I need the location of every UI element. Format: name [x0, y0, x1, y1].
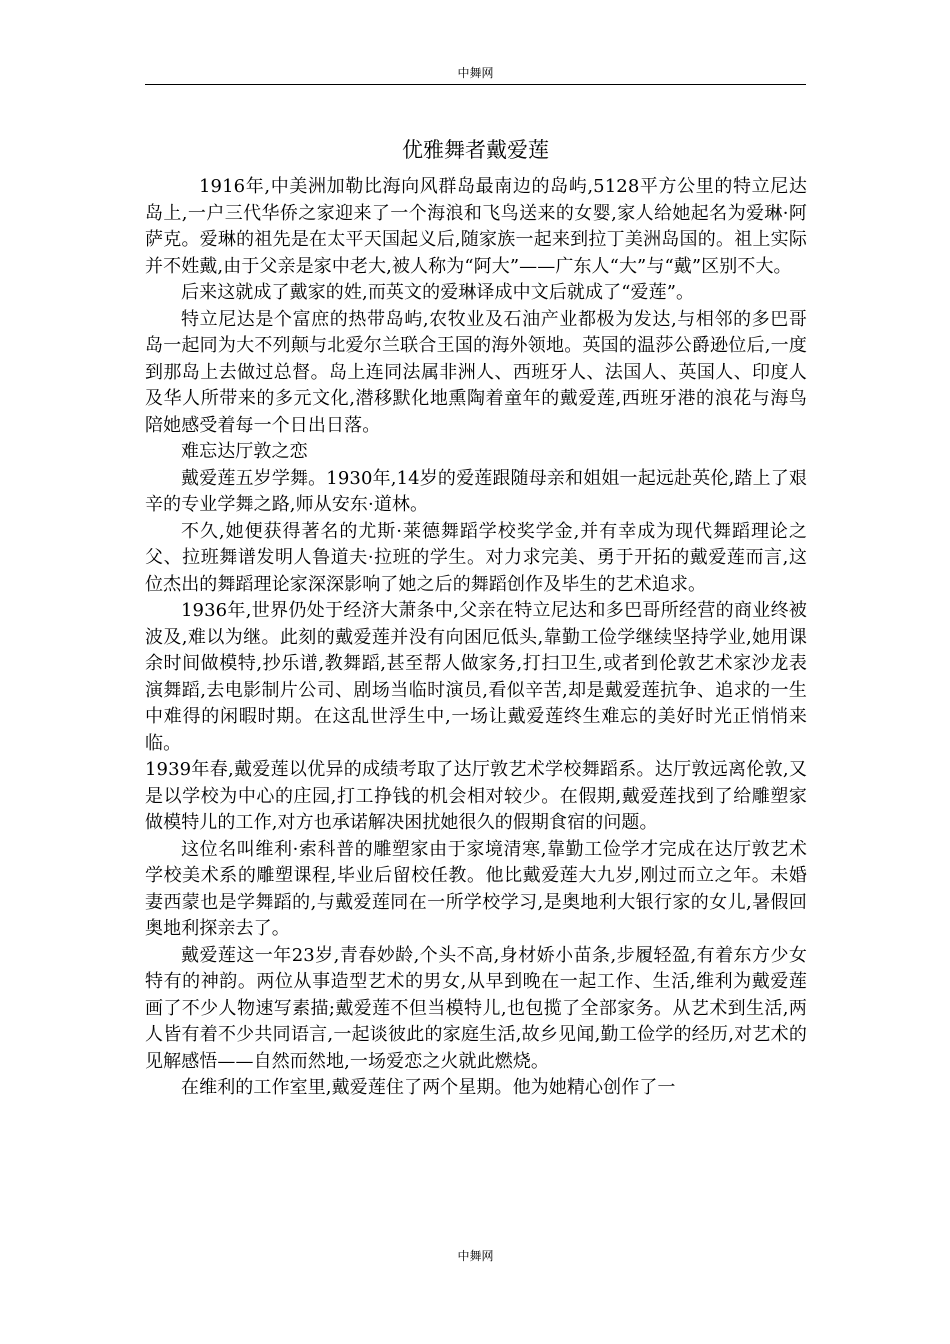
paragraph-5: 不久,她便获得著名的尤斯·莱德舞蹈学校奖学金,并有幸成为现代舞蹈理论之父、拉班舞谱发明人鲁道夫·拉班的学生。对力求完美、勇于开拓的戴爱莲而言,这位杰出的舞蹈理论家深深影响了她之后的舞蹈创作及毕生的艺术追求。: [145, 520, 807, 595]
paragraph-2: 后来这就成了戴家的姓,而英文的爱琳译成中文后就成了“爱莲”。: [181, 282, 695, 303]
header-divider: [145, 84, 806, 85]
page-footer: 中舞网: [457, 1249, 494, 1263]
article-body: [145, 174, 807, 1102]
page-header: 中舞网: [457, 66, 494, 80]
paragraph-8: 这位名叫维利·索科普的雕塑家由于家境清寒,靠勤工俭学才完成在达厅敦艺术学校美术系的雕塑课程,毕业后留校任教。他比戴爱莲大九岁,刚过而立之年。未婚妻西蒙也是学舞蹈的,与戴爱莲同在一所学校学习,是奥地利大银行家的女儿,暑假回奥地利探亲去了。: [145, 838, 807, 939]
paragraph-6: 1936年,世界仍处于经济大萧条中,父亲在特立尼达和多巴哥所经营的商业终被波及,难以为继。此刻的戴爱莲并没有向困厄低头,靠勤工俭学继续坚持学业,她用课余时间做模特,抄乐谱,教舞蹈,甚至帮人做家务,打扫卫生,或者到伦敦艺术家沙龙表演舞蹈,去电影制片公司、剧场当临时演员,看似辛苦,却是戴爱莲抗争、追求的一生中难得的闲暇时期。在这乱世浮生中,一场让戴爱莲终生难忘的美好时光正悄悄来临。: [145, 600, 807, 754]
paragraph-9: 戴爱莲这一年23岁,青春妙龄,个头不高,身材娇小苗条,步履轻盈,有着东方少女特有的神韵。两位从事造型艺术的男女,从早到晚在一起工作、生活,维利为戴爱莲画了不少人物速写素描;戴爱莲不但当模特儿,也包揽了全部家务。从艺术到生活,两人皆有着不少共同语言,一起谈彼此的家庭生活,故乡见闻,勤工俭学的经历,对艺术的见解感悟——自然而然地,一场爱恋之火就此燃烧。: [145, 944, 807, 1072]
paragraph-7: 1939年春,戴爱莲以优异的成绩考取了达厅敦艺术学校舞蹈系。达厅敦远离伦敦,又是以学校为中心的庄园,打工挣钱的机会相对较少。在假期,戴爱莲找到了给雕塑家做模特儿的工作,对方也承诺解决困扰她很久的假期食宿的问题。: [145, 759, 807, 833]
section-heading: 难忘达厅敦之恋: [181, 441, 308, 462]
paragraph-3: 特立尼达是个富庶的热带岛屿,农牧业及石油产业都极为发达,与相邻的多巴哥岛一起同为大不列颠与北爱尔兰联合王国的海外领地。英国的温莎公爵逊位后,一度到那岛上去做过总督。岛上连同法属非洲人、西班牙人、法国人、英国人、印度人及华人所带来的多元文化,潜移默化地熏陶着童年的戴爱莲,西班牙港的浪花与海鸟陪她感受着每一个日出日落。: [145, 308, 807, 436]
paragraph-1: 1916年,中美洲加勒比海向风群岛最南边的岛屿,5128平方公里的特立尼达岛上,一户三代华侨之家迎来了一个海浪和飞鸟送来的女婴,家人给她起名为爱琳·阿萨克。爱琳的祖先是在太平天国起义后,随家族一起来到拉丁美洲岛国的。祖上实际并不姓戴,由于父亲是家中老大,被人称为“阿大”——广东人“大”与“戴”区别不大。: [145, 176, 807, 277]
paragraph-10: 在维利的工作室里,戴爱莲住了两个星期。他为她精心创作了一: [181, 1077, 676, 1098]
article-title: 优雅舞者戴爱莲: [402, 138, 549, 162]
paragraph-4: 戴爱莲五岁学舞。1930年,14岁的爱莲跟随母亲和姐姐一起远赴英伦,踏上了艰辛的专业学舞之路,师从安东·道林。: [145, 467, 807, 515]
